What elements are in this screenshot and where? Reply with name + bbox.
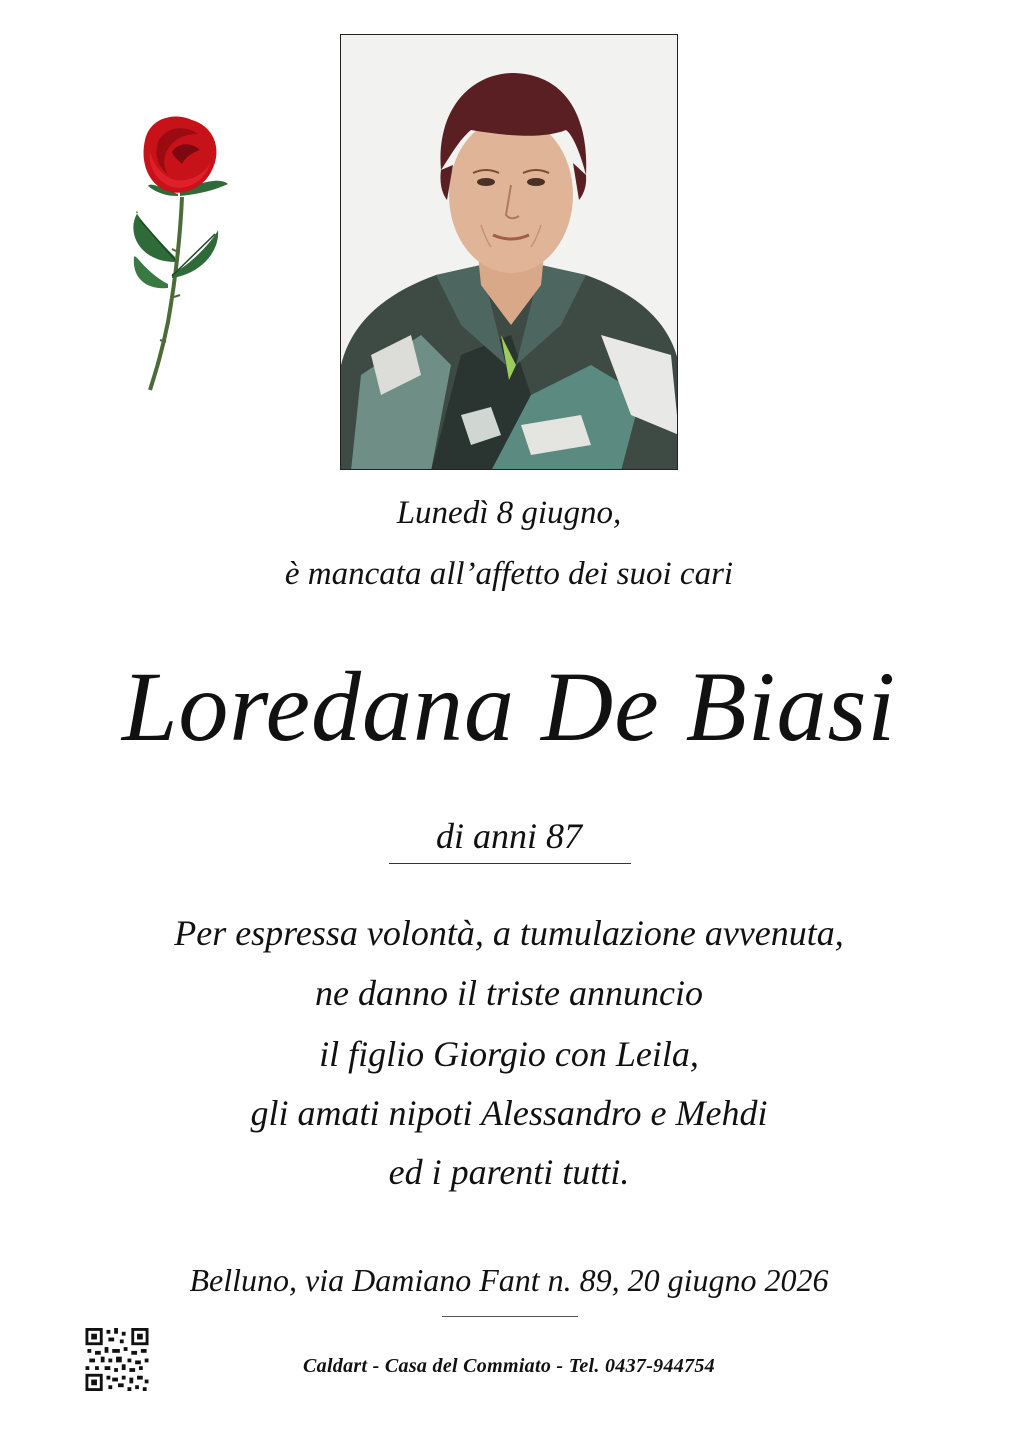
- footer-divider: [442, 1316, 578, 1317]
- red-rose-icon: [120, 112, 240, 397]
- age-divider: [389, 863, 631, 864]
- portrait-photo: [340, 34, 678, 470]
- intro-date-line: Lunedì 8 giugno,: [396, 495, 622, 531]
- intro-passing-line: è mancata all’affetto dei suoi cari: [284, 556, 734, 592]
- deceased-name: Loredana De Biasi: [121, 651, 897, 762]
- place-date-line: Belluno, via Damiano Fant n. 89, 20 giugno 2026: [189, 1262, 829, 1298]
- age-line: di anni 87: [435, 816, 582, 856]
- message-line: gli amati nipoti Alessandro e Mehdi: [250, 1093, 768, 1133]
- message-line: ed i parenti tutti.: [388, 1152, 630, 1192]
- message-line: ne danno il triste annuncio: [315, 973, 703, 1013]
- message-line: Per espressa volontà, a tumulazione avvenuta,: [174, 913, 844, 953]
- message-line: il figlio Giorgio con Leila,: [319, 1034, 699, 1074]
- funeral-home-footer: Caldart - Casa del Commiato - Tel. 0437-944754: [303, 1355, 715, 1377]
